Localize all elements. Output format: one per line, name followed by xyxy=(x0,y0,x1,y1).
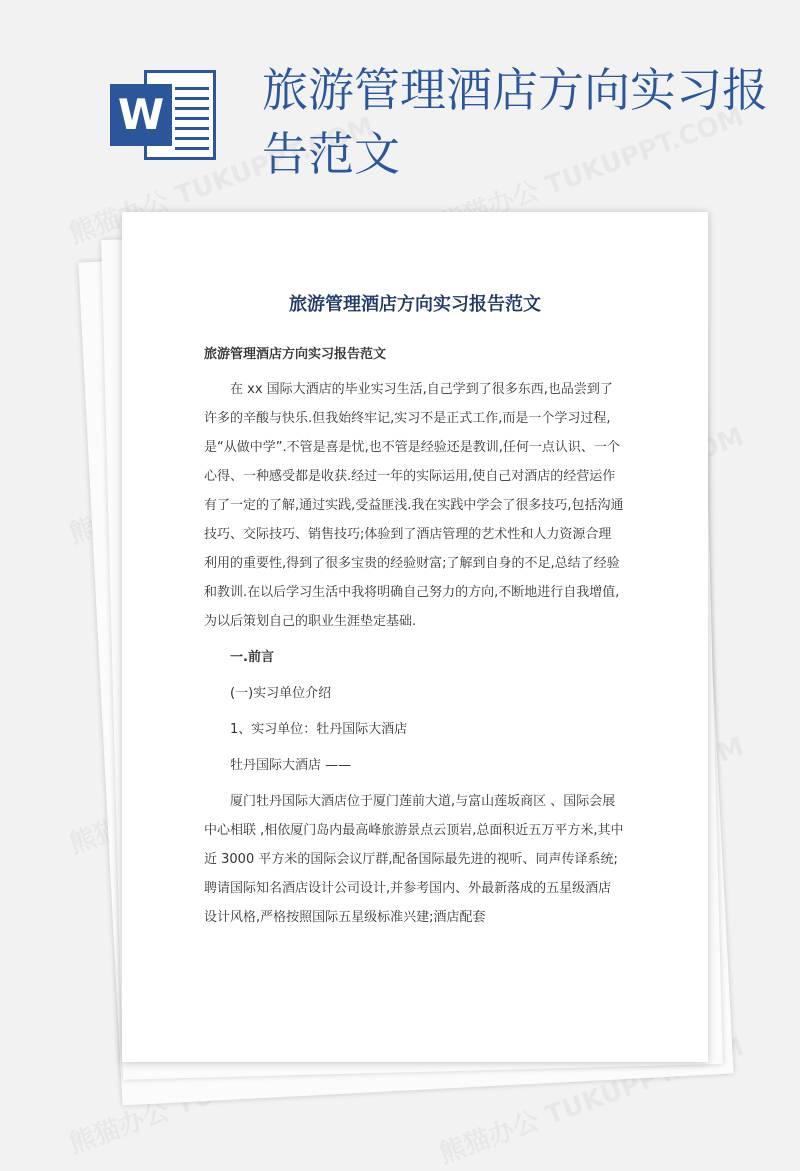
document-page xyxy=(122,212,708,1062)
list-item: 牡丹国际大酒店 —— xyxy=(230,758,352,773)
page-title: 旅游管理酒店方向实习报告范文 xyxy=(262,63,768,181)
word-letter-icon: W xyxy=(110,84,172,146)
body-paragraph: 在 xx 国际大酒店的毕业实习生活,自己学到了很多东西,也品尝到了许多的辛酸与快乐.但我始终牢记,实习不是正式工作,而是一个学习过程,是“从做中学”.不管是喜是忧,也不管是经验还是教训,任何一点认识、一个心得、一种感受都是收获.经过一年的实际运用,使自己对酒店的经营运作有了一定的了解,通过实践,受益匪浅.我在实践中学会了很多技巧,包括沟通技巧、交际技巧、销售技巧;体验到了酒店管理的艺术性和人力资源合理利用的重要性,得到了很多宝贵的经验财富;了解到自身的不足,总结了经验和教训.在以后学习生活中我将明确自己努力的方向,不断地进行自我增值,为以后策划自己的职业生涯垫定基础. xyxy=(204,382,624,629)
list-item: (一)实习单位介绍 xyxy=(230,686,332,701)
word-doc-icon xyxy=(110,70,216,160)
document-body xyxy=(204,340,624,932)
document-subtitle: 旅游管理酒店方向实习报告范文 xyxy=(204,347,387,362)
list-item: 1、实习单位：牡丹国际大酒店 xyxy=(230,722,408,737)
body-paragraph: 厦门牡丹国际大酒店位于厦门莲前大道,与富山莲坂商区 、国际会展中心相联 ,相依厦门岛内最高峰旅游景点云顶岩,总面积近五万平方米,其中近 3000 平方米的国际会议厅群,配备国际最先进的视听、同声传译系统;聘请国际知名酒店设计公司设计,并参考国内、外最新落成的五星级酒店设计风格,严格按照国际五星级标准兴建;酒店配套 xyxy=(204,794,624,925)
section-heading: 一.前言 xyxy=(230,650,274,665)
document-title: 旅游管理酒店方向实习报告范文 xyxy=(289,294,541,315)
